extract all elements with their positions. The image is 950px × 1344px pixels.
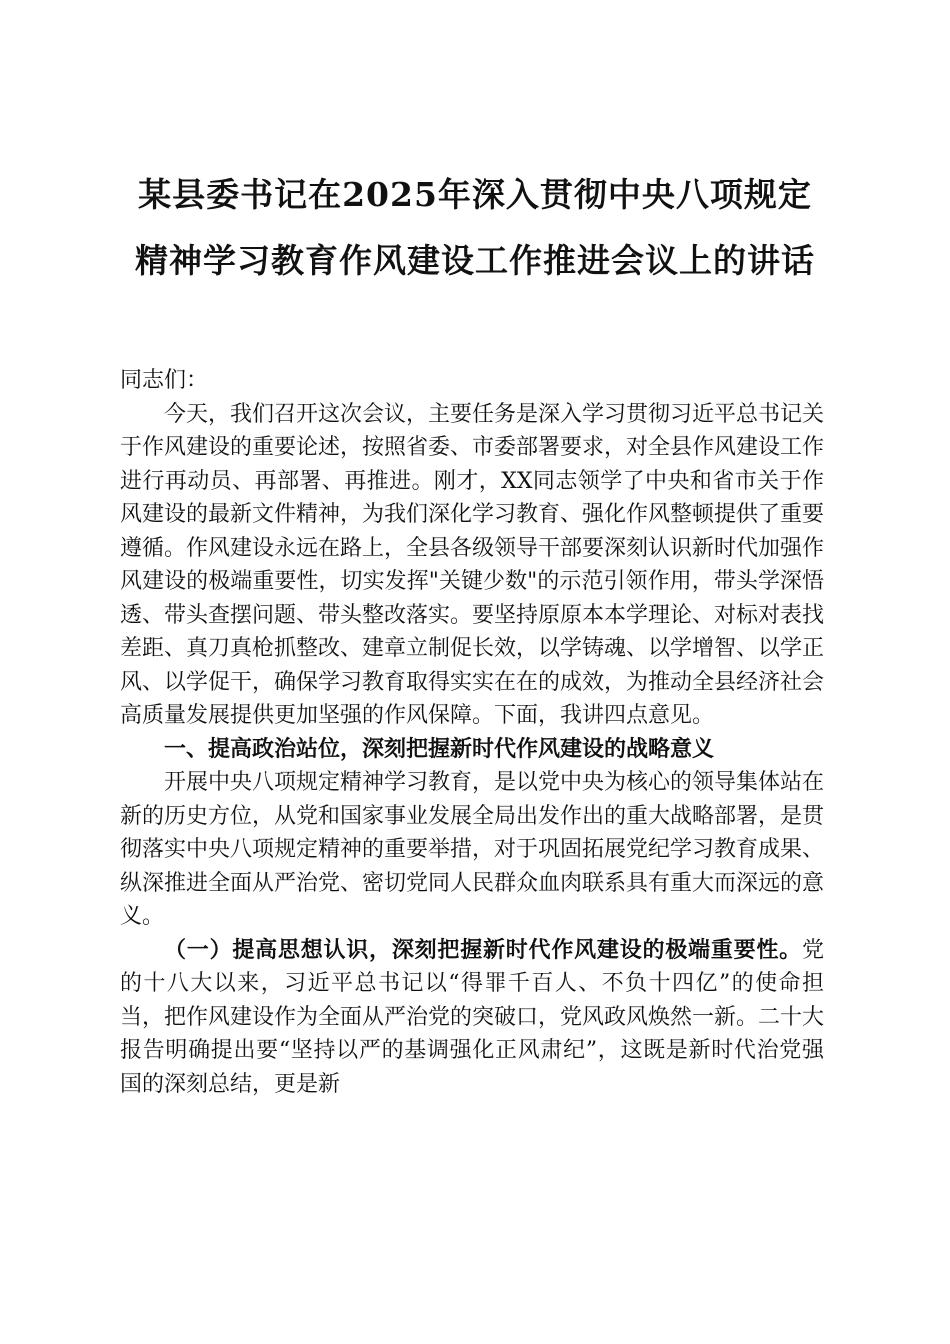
section-1-heading: 一、提高政治站位，深刻把握新时代作风建设的战略意义	[164, 735, 715, 762]
opening-paragraph: 今天，我们召开这次会议，主要任务是深入学习贯彻习近平总书记关于作风建设的重要论述，按照省委、市委部署要求，对全县作风建设工作进行再动员、再部署、再推进。刚才，XX同志领学了中央和省市关于作风建设的最新文件精神，为我们深化学习教育、强化作风整顿提供了重要遵循。作风建设永远在路上，全县各级领导干部要深刻认识新时代加强作风建设的极端重要性，切实发挥"关键少数"的示范引领作用，带头学深悟透、带头查摆问题、带头整改落实。要坚持原原本本学理论、对标对表找差距、真刀真枪抓整改、建章立制促长效，以学铸魂、以学增智、以学正风、以学促干，确保学习教育取得实实在在的成效，为推动全县经济社会高质量发展提供更加坚强的作风保障。下面，我讲四点意见。	[120, 401, 825, 728]
salutation: 同志们：	[120, 368, 209, 393]
subsection-1-paragraph	[120, 934, 824, 1102]
subsection-1-text: 党的十八大以来，习近平总书记以“得罪千百人、不负十四亿”的使命担当，把作风建设作为全面从严治党的突破口，党风政风焕然一新。二十大报告明确提出要“坚持以严的基调强化正风肃纪”，这既是新时代治党强国的深刻总结，更是新	[120, 937, 825, 1097]
title-line-2: 精神学习教育作风建设工作推进会议上的讲话	[135, 241, 815, 280]
subsection-1-lead: （一）提高思想认识，深刻把握新时代作风建设的极端重要性。	[164, 936, 802, 963]
document-title	[100, 162, 850, 294]
section-1-paragraph: 开展中央八项规定精神学习教育，是以党中央为核心的领导集体站在新的历史方位，从党和国家事业发展全局出发作出的重大战略部署，是贯彻落实中央八项规定精神的重要举措，对于巩固拓展党纪学习教育成果、纵深推进全面从严治党、密切党同人民群众血肉联系具有重大而深远的意义。	[120, 770, 825, 929]
title-line-1: 某县委书记在2025年深入贯彻中央八项规定	[138, 175, 812, 214]
document-body	[120, 364, 824, 1101]
